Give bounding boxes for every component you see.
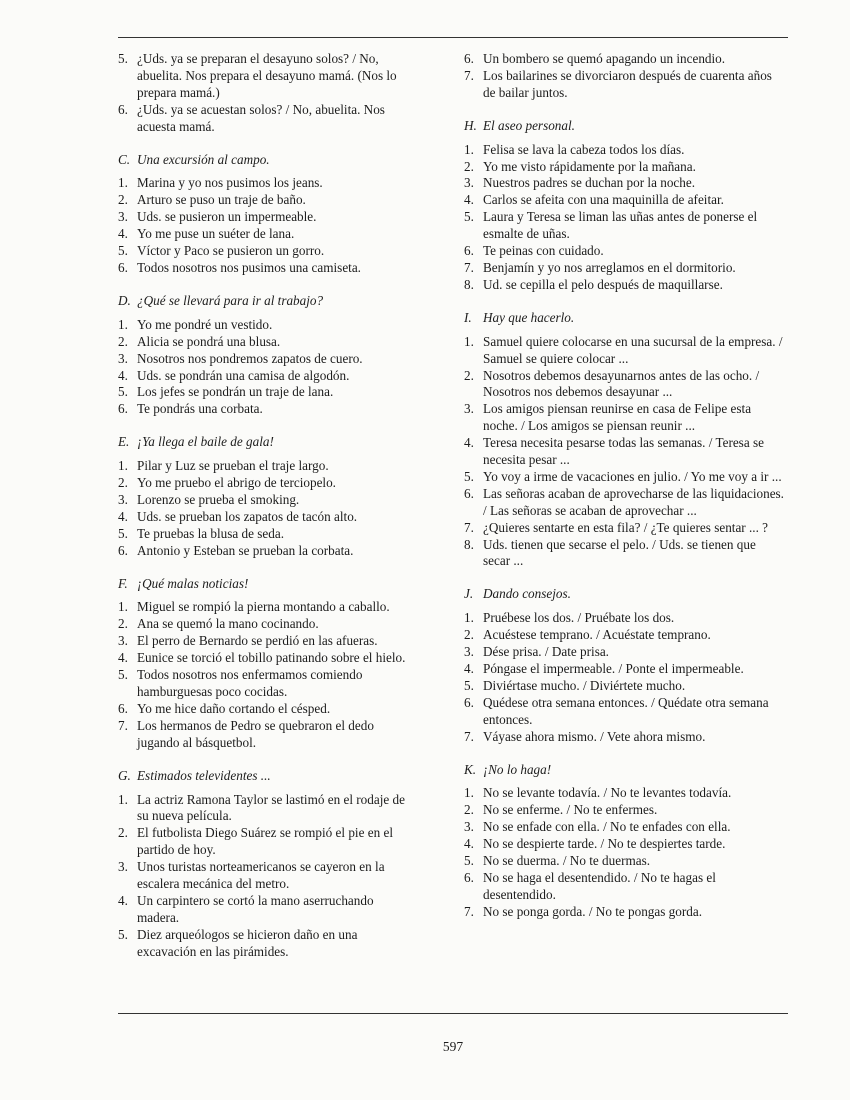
list-item bbox=[464, 695, 786, 729]
item-text: Lorenzo se prueba el smoking. bbox=[137, 491, 300, 507]
exercise-section bbox=[464, 762, 786, 921]
section-title bbox=[464, 762, 786, 779]
item-text: Benjamín y yo nos arreglamos en el dormitorio. bbox=[483, 259, 736, 275]
list-item bbox=[464, 486, 786, 520]
item-text: ¿Uds. ya se preparan el desayuno solos? / No, abuelita. Nos prepara el desayuno mamá. (Nos lo prepara mamá.) bbox=[137, 51, 397, 100]
exercise-section bbox=[118, 576, 418, 752]
item-number: 5. bbox=[118, 243, 128, 259]
exercise-section bbox=[118, 434, 418, 559]
item-text: Todos nosotros nos enfermamos comiendo hamburguesas poco cocidas. bbox=[137, 667, 363, 699]
list-item bbox=[118, 334, 418, 351]
item-number: 5. bbox=[118, 667, 128, 683]
list-item bbox=[464, 644, 786, 661]
item-text: Los amigos piensan reunirse en casa de Felipe esta noche. / Los amigos se piensan reunir ... bbox=[483, 401, 752, 434]
item-number: 4. bbox=[118, 226, 128, 242]
list-item bbox=[118, 192, 418, 209]
item-number: 2. bbox=[464, 367, 474, 383]
list-item bbox=[464, 537, 786, 571]
section-title bbox=[118, 768, 418, 785]
item-text: Diez arqueólogos se hicieron daño en una excavación en las pirámides. bbox=[137, 926, 358, 959]
section-letter: F. bbox=[118, 575, 128, 591]
list-item bbox=[464, 435, 786, 469]
item-text: Pilar y Luz se prueban el traje largo. bbox=[137, 458, 329, 474]
list-item bbox=[118, 492, 418, 509]
item-number: 3. bbox=[464, 644, 474, 660]
list-item bbox=[118, 927, 418, 961]
list-item bbox=[464, 277, 786, 294]
item-number: 3. bbox=[118, 491, 128, 507]
list-item bbox=[464, 661, 786, 678]
item-text: Felisa se lava la cabeza todos los días. bbox=[483, 141, 685, 157]
item-number: 2. bbox=[118, 616, 128, 632]
list-item bbox=[464, 243, 786, 260]
item-number: 6. bbox=[118, 259, 128, 275]
item-text: Yo me puse un suéter de lana. bbox=[137, 226, 295, 242]
list-item bbox=[464, 401, 786, 435]
item-text: Nosotros debemos desayunarnos antes de las ocho. / Nosotros nos debemos desayunar ... bbox=[483, 367, 760, 400]
section-letter: G. bbox=[118, 767, 131, 783]
item-number: 5. bbox=[118, 525, 128, 541]
item-number: 2. bbox=[464, 627, 474, 643]
item-number: 1. bbox=[464, 785, 474, 801]
item-number: 1. bbox=[464, 141, 474, 157]
item-text: No se ponga gorda. / No te pongas gorda. bbox=[483, 903, 703, 919]
list-item bbox=[118, 351, 418, 368]
item-number: 7. bbox=[464, 519, 474, 535]
item-text: Los hermanos de Pedro se quebraron el dedo jugando al básquetbol. bbox=[137, 717, 374, 750]
list-item bbox=[464, 627, 786, 644]
list-item bbox=[118, 701, 418, 718]
item-text: Nosotros nos pondremos zapatos de cuero. bbox=[137, 350, 363, 366]
item-number: 7. bbox=[464, 903, 474, 919]
list-item bbox=[118, 543, 418, 560]
list-item bbox=[464, 520, 786, 537]
list-item bbox=[464, 175, 786, 192]
right-column bbox=[464, 51, 786, 921]
list-item bbox=[464, 469, 786, 486]
list-item bbox=[464, 260, 786, 277]
list-item bbox=[464, 334, 786, 368]
list-item bbox=[118, 209, 418, 226]
item-text: Unos turistas norteamericanos se cayeron en la escalera mecánica del metro. bbox=[137, 859, 385, 892]
item-text: Pruébese los dos. / Pruébate los dos. bbox=[483, 610, 675, 626]
list-item bbox=[464, 610, 786, 627]
item-number: 8. bbox=[464, 276, 474, 292]
item-text: Carlos se afeita con una maquinilla de afeitar. bbox=[483, 192, 724, 208]
item-number: 5. bbox=[464, 468, 474, 484]
exercise-section bbox=[464, 586, 786, 745]
item-number: 5. bbox=[464, 853, 474, 869]
list-item bbox=[464, 68, 786, 102]
list-item bbox=[118, 893, 418, 927]
item-text: Diviértase mucho. / Diviértete mucho. bbox=[483, 677, 686, 693]
item-text: Yo me pruebo el abrigo de terciopelo. bbox=[137, 475, 336, 491]
list-item bbox=[118, 102, 418, 136]
item-number: 6. bbox=[464, 694, 474, 710]
list-item bbox=[464, 904, 786, 921]
list-item bbox=[118, 175, 418, 192]
item-number: 6. bbox=[464, 243, 474, 259]
item-number: 1. bbox=[118, 458, 128, 474]
item-text: Arturo se puso un traje de baño. bbox=[137, 192, 306, 208]
item-text: Todos nosotros nos pusimos una camiseta. bbox=[137, 259, 361, 275]
item-text: Uds. se prueban los zapatos de tacón alto. bbox=[137, 508, 358, 524]
item-number: 6. bbox=[464, 869, 474, 885]
item-text: Te pruebas la blusa de seda. bbox=[137, 525, 285, 541]
item-number: 7. bbox=[118, 717, 128, 733]
section-title bbox=[118, 576, 418, 593]
list-item bbox=[118, 401, 418, 418]
item-text: No se haga el desentendido. / No te hagas el desentendido. bbox=[483, 869, 716, 902]
item-number: 4. bbox=[118, 508, 128, 524]
item-text: Quédese otra semana entonces. / Quédate otra semana entonces. bbox=[483, 694, 769, 727]
item-number: 6. bbox=[118, 401, 128, 417]
item-number: 8. bbox=[464, 536, 474, 552]
left-column bbox=[118, 51, 418, 961]
list-item bbox=[464, 209, 786, 243]
list-item bbox=[464, 836, 786, 853]
list-item bbox=[118, 475, 418, 492]
section-title-text: ¡Ya llega el baile de gala! bbox=[137, 434, 274, 450]
exercise-section bbox=[464, 51, 786, 102]
section-title bbox=[464, 586, 786, 603]
item-number: 4. bbox=[118, 650, 128, 666]
item-text: Un bombero se quemó apagando un incendio. bbox=[483, 51, 726, 66]
item-number: 1. bbox=[118, 175, 128, 191]
item-text: Yo me hice daño cortando el césped. bbox=[137, 700, 331, 716]
item-text: Uds. se pondrán una camisa de algodón. bbox=[137, 367, 350, 383]
item-text: Dése prisa. / Date prisa. bbox=[483, 644, 609, 660]
item-number: 5. bbox=[118, 384, 128, 400]
list-item bbox=[118, 599, 418, 616]
item-number: 1. bbox=[464, 333, 474, 349]
item-number: 3. bbox=[118, 209, 128, 225]
item-text: Te pondrás una corbata. bbox=[137, 401, 263, 417]
list-item bbox=[118, 317, 418, 334]
item-text: Marina y yo nos pusimos los jeans. bbox=[137, 175, 323, 191]
item-number: 2. bbox=[464, 802, 474, 818]
list-item bbox=[464, 870, 786, 904]
item-text: Antonio y Esteban se prueban la corbata. bbox=[137, 542, 354, 558]
section-letter: E. bbox=[118, 434, 130, 450]
item-number: 4. bbox=[464, 192, 474, 208]
item-text: ¿Quieres sentarte en esta fila? / ¿Te quieres sentar ... ? bbox=[483, 519, 769, 535]
exercise-section bbox=[464, 310, 786, 571]
list-item bbox=[464, 142, 786, 159]
section-title bbox=[118, 152, 418, 169]
list-item bbox=[464, 785, 786, 802]
item-text: El futbolista Diego Suárez se rompió el pie en el partido de hoy. bbox=[137, 825, 393, 858]
item-number: 3. bbox=[118, 859, 128, 875]
list-item bbox=[118, 384, 418, 401]
list-item bbox=[118, 650, 418, 667]
item-text: Un carpintero se cortó la mano aserruchando madera. bbox=[137, 892, 374, 925]
list-item bbox=[118, 616, 418, 633]
section-letter: K. bbox=[464, 761, 477, 777]
item-text: Nuestros padres se duchan por la noche. bbox=[483, 175, 696, 191]
item-text: Las señoras acaban de aprovecharse de las liquidaciones. / Las señoras se acaban de aprovechar ... bbox=[483, 485, 784, 518]
list-item bbox=[464, 678, 786, 695]
item-text: No se levante todavía. / No te levantes todavía. bbox=[483, 785, 732, 801]
exercise-section bbox=[118, 51, 418, 136]
list-item bbox=[464, 51, 786, 68]
item-number: 2. bbox=[464, 158, 474, 174]
section-title-text: El aseo personal. bbox=[483, 117, 575, 133]
exercise-section bbox=[464, 118, 786, 294]
item-text: Ud. se cepilla el pelo después de maquillarse. bbox=[483, 276, 723, 292]
item-number: 5. bbox=[464, 677, 474, 693]
section-title-text: Hay que hacerlo. bbox=[483, 309, 575, 325]
section-title-text: Estimados televidentes ... bbox=[137, 767, 271, 783]
item-text: Yo me pondré un vestido. bbox=[137, 316, 273, 332]
item-number: 2. bbox=[118, 333, 128, 349]
list-item bbox=[118, 633, 418, 650]
item-number: 3. bbox=[118, 350, 128, 366]
item-text: Los bailarines se divorciaron después de cuarenta años de bailar juntos. bbox=[483, 67, 772, 100]
item-text: No se enferme. / No te enfermes. bbox=[483, 802, 658, 818]
item-number: 7. bbox=[464, 67, 474, 83]
list-item bbox=[464, 159, 786, 176]
item-number: 6. bbox=[118, 101, 128, 117]
item-number: 2. bbox=[118, 475, 128, 491]
section-title bbox=[118, 434, 418, 451]
section-letter: D. bbox=[118, 292, 131, 308]
item-text: Miguel se rompió la pierna montando a caballo. bbox=[137, 599, 390, 615]
item-number: 5. bbox=[118, 926, 128, 942]
section-title bbox=[464, 118, 786, 135]
item-number: 6. bbox=[464, 485, 474, 501]
item-number: 1. bbox=[118, 791, 128, 807]
bottom-rule bbox=[118, 1013, 788, 1014]
item-number: 2. bbox=[118, 825, 128, 841]
item-text: Póngase el impermeable. / Ponte el impermeable. bbox=[483, 661, 744, 676]
section-letter: C. bbox=[118, 151, 131, 167]
section-title bbox=[118, 293, 418, 310]
item-number: 1. bbox=[118, 316, 128, 332]
list-item bbox=[118, 792, 418, 826]
top-rule bbox=[118, 37, 788, 38]
item-number: 6. bbox=[118, 700, 128, 716]
list-item bbox=[118, 260, 418, 277]
item-number: 1. bbox=[118, 599, 128, 615]
section-title bbox=[464, 310, 786, 327]
item-text: Eunice se torció el tobillo patinando sobre el hielo. bbox=[137, 650, 406, 666]
item-number: 2. bbox=[118, 192, 128, 208]
item-text: Alicia se pondrá una blusa. bbox=[137, 333, 281, 349]
item-number: 4. bbox=[118, 367, 128, 383]
list-item bbox=[464, 368, 786, 402]
item-number: 5. bbox=[118, 51, 128, 66]
section-title-text: ¡No lo haga! bbox=[483, 761, 552, 777]
item-number: 5. bbox=[464, 209, 474, 225]
list-item bbox=[118, 51, 418, 102]
item-text: Váyase ahora mismo. / Vete ahora mismo. bbox=[483, 728, 706, 744]
item-text: Laura y Teresa se liman las uñas antes de ponerse el esmalte de uñas. bbox=[483, 209, 758, 242]
item-number: 3. bbox=[464, 819, 474, 835]
page-number: 597 bbox=[442, 1039, 464, 1054]
list-item bbox=[118, 226, 418, 243]
item-text: Uds. tienen que secarse el pelo. / Uds. se tienen que secar ... bbox=[483, 536, 756, 569]
item-number: 4. bbox=[118, 892, 128, 908]
list-item bbox=[118, 718, 418, 752]
item-text: No se duerma. / No te duermas. bbox=[483, 853, 650, 869]
list-item bbox=[464, 729, 786, 746]
list-item bbox=[118, 526, 418, 543]
item-text: Yo voy a irme de vacaciones en julio. / Yo me voy a ir ... bbox=[483, 468, 782, 484]
exercise-section bbox=[118, 152, 418, 277]
list-item bbox=[118, 509, 418, 526]
item-number: 7. bbox=[464, 259, 474, 275]
section-letter: H. bbox=[464, 117, 477, 133]
item-number: 7. bbox=[464, 728, 474, 744]
list-item bbox=[118, 368, 418, 385]
exercise-section bbox=[118, 768, 418, 961]
item-text: Uds. se pusieron un impermeable. bbox=[137, 209, 317, 225]
item-number: 6. bbox=[464, 51, 474, 66]
item-text: Ana se quemó la mano cocinando. bbox=[137, 616, 319, 632]
item-number: 3. bbox=[464, 401, 474, 417]
list-item bbox=[118, 859, 418, 893]
list-item bbox=[464, 802, 786, 819]
item-text: Yo me visto rápidamente por la mañana. bbox=[483, 158, 696, 174]
section-letter: J. bbox=[464, 586, 474, 602]
item-text: Samuel quiere colocarse en una sucursal de la empresa. / Samuel se quiere colocar ... bbox=[483, 333, 783, 366]
section-title-text: ¡Qué malas noticias! bbox=[137, 575, 249, 591]
item-text: ¿Uds. ya se acuestan solos? / No, abuelita. Nos acuesta mamá. bbox=[137, 101, 385, 134]
list-item bbox=[118, 243, 418, 260]
section-title-text: ¿Qué se llevará para ir al trabajo? bbox=[137, 292, 324, 308]
list-item bbox=[464, 853, 786, 870]
exercise-section bbox=[118, 293, 418, 418]
item-number: 3. bbox=[464, 175, 474, 191]
list-item bbox=[464, 819, 786, 836]
list-item bbox=[464, 192, 786, 209]
list-item bbox=[118, 667, 418, 701]
section-title-text: Dando consejos. bbox=[483, 586, 571, 602]
item-text: Te peinas con cuidado. bbox=[483, 243, 604, 259]
item-number: 4. bbox=[464, 661, 474, 676]
item-number: 3. bbox=[118, 633, 128, 649]
item-text: Teresa necesita pesarse todas las semanas. / Teresa se necesita pesar ... bbox=[483, 435, 764, 468]
item-text: No se enfade con ella. / No te enfades con ella. bbox=[483, 819, 731, 835]
item-text: La actriz Ramona Taylor se lastimó en el rodaje de su nueva película. bbox=[137, 791, 405, 824]
item-number: 1. bbox=[464, 610, 474, 626]
item-text: No se despierte tarde. / No te despiertes tarde. bbox=[483, 836, 726, 852]
item-number: 6. bbox=[118, 542, 128, 558]
section-letter: I. bbox=[464, 309, 472, 325]
list-item bbox=[118, 825, 418, 859]
list-item bbox=[118, 458, 418, 475]
section-title-text: Una excursión al campo. bbox=[137, 151, 270, 167]
item-text: Víctor y Paco se pusieron un gorro. bbox=[137, 243, 325, 259]
item-text: Los jefes se pondrán un traje de lana. bbox=[137, 384, 334, 400]
item-text: Acuéstese temprano. / Acuéstate temprano. bbox=[483, 627, 711, 643]
item-number: 4. bbox=[464, 836, 474, 852]
item-number: 4. bbox=[464, 435, 474, 451]
item-text: El perro de Bernardo se perdió en las afueras. bbox=[137, 633, 378, 649]
